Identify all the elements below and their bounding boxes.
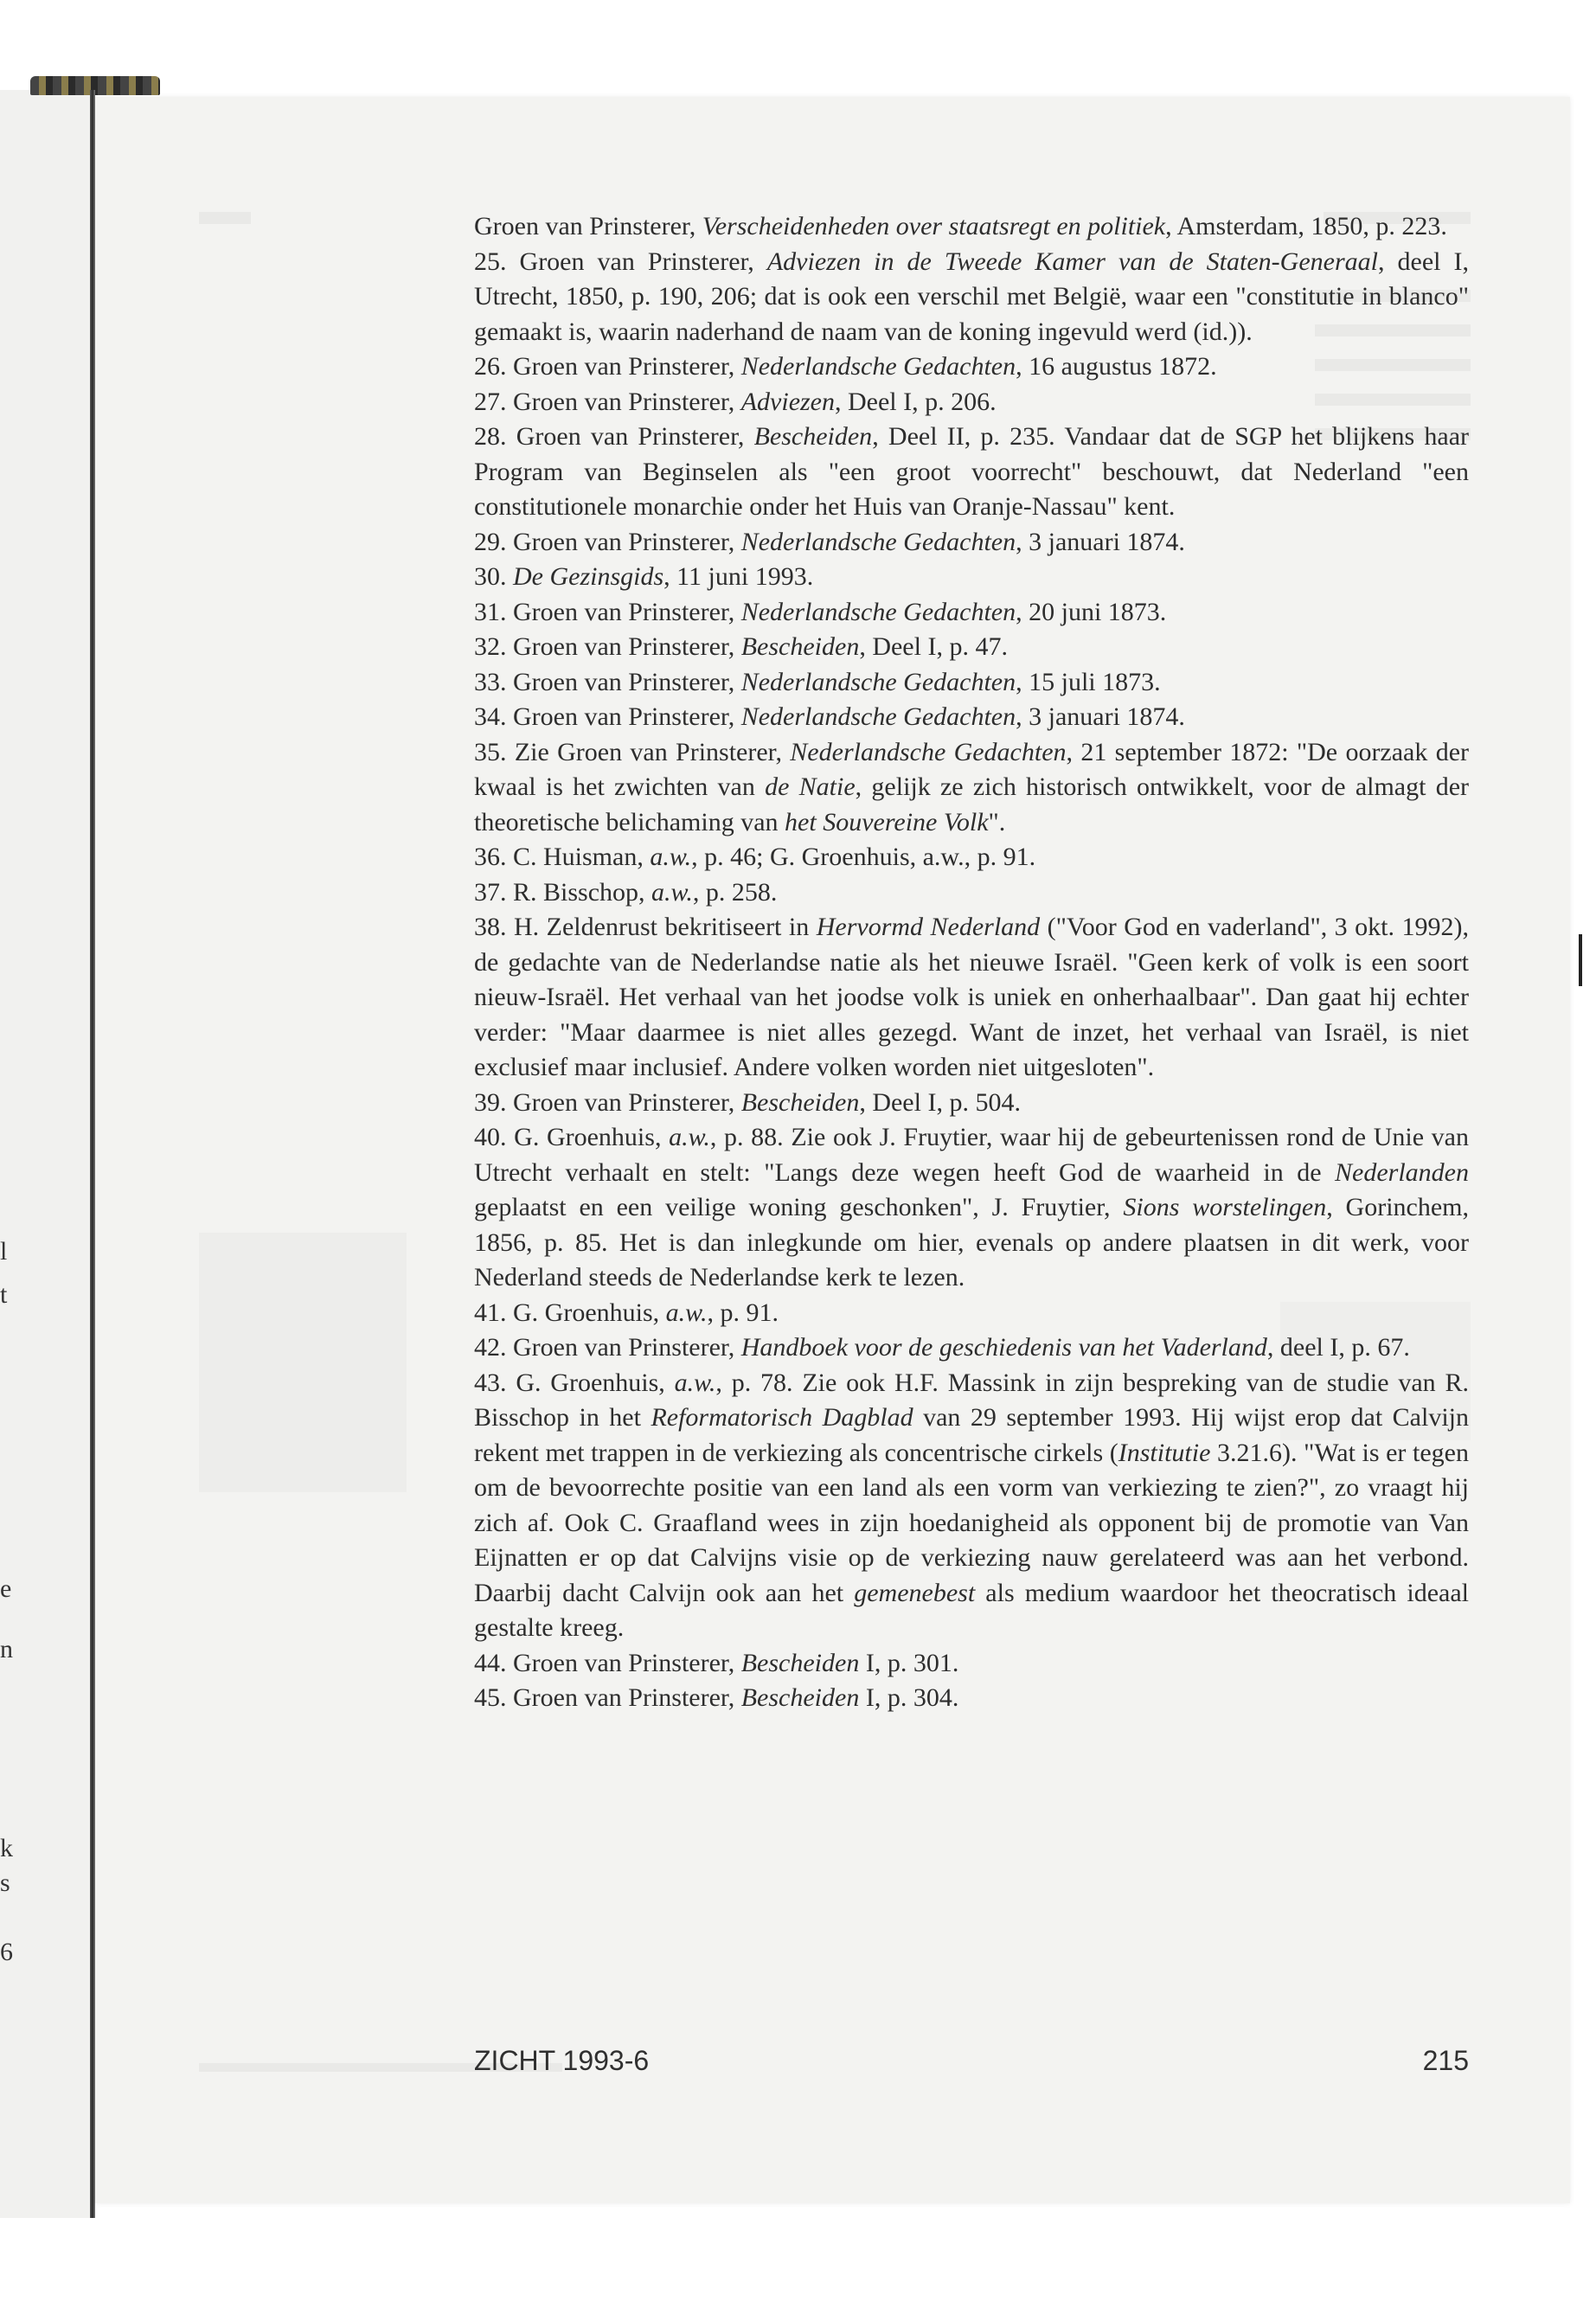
footnote [474, 1366, 1469, 1646]
footnote [474, 1120, 1469, 1296]
footnote-text: , Amsterdam, 1850, p. 223. [1165, 212, 1447, 240]
footnote-title: Bescheiden [753, 422, 873, 451]
footnote-text: G. Groenhuis, [514, 1123, 670, 1151]
footnote [474, 1086, 1469, 1121]
footnote-title: Nederlandsche Gedachten [740, 352, 1016, 381]
footnote-text: , 11 juni 1993. [663, 562, 814, 591]
footnote-text: Groen van Prinsterer, [513, 1087, 741, 1117]
footnote-number: 40. [474, 1123, 515, 1151]
footnote-text: Groen van Prinsterer, [474, 212, 702, 240]
footnote-text: I, p. 304. [859, 1683, 959, 1712]
footnote [474, 595, 1469, 631]
footnote-text: , gelijk ze zich historisch ontwikkelt, voor de almagt der theoretische belichaming van [474, 772, 1470, 836]
footnote-number: 41. [474, 1298, 513, 1327]
footnote-title: Hervormd Nederland [816, 913, 1041, 941]
footnote-list [474, 209, 1469, 1716]
facing-page-letter: s [0, 1868, 10, 1897]
footnote-text: , p. 258. [692, 877, 778, 907]
footnote-text: , 21 september 1872: "De oorzaak der kwaal is het zwichten van [474, 737, 1469, 801]
footnote-title: a.w. [665, 1298, 708, 1327]
footnote-text: Groen van Prinsterer, [513, 702, 741, 731]
footnote-title: Institutie [1118, 1438, 1211, 1467]
footnote-number: 38. [474, 913, 514, 941]
footnote-number: 43. [474, 1368, 516, 1397]
footnote-number: 37. [474, 877, 513, 907]
footnote [474, 349, 1469, 385]
footnote-text: , 15 juli 1873. [1016, 667, 1161, 696]
footnote-text: Groen van Prinsterer, [513, 352, 741, 381]
footnote-text: , deel I, Utrecht, 1850, p. 190, 206; dat is ook een verschil met België, waar een "constitutie in blanco" gemaakt is, waarin naderhand de naam van de koning ingevuld werd (id.)). [474, 247, 1469, 346]
facing-page-letter: t [0, 1280, 8, 1309]
footnote-title: Verscheidenheden over staatsregt en politiek [702, 212, 1166, 240]
footnote-text: Groen van Prinsterer, [513, 1333, 741, 1362]
footnote-title: Bescheiden [740, 1648, 860, 1677]
footnote [474, 525, 1469, 561]
binding-clip [30, 76, 160, 95]
footnote-title: Nederlanden [1335, 1157, 1469, 1187]
footnote-number: 28. [474, 422, 516, 451]
footnote-text: , deel I, p. 67. [1266, 1333, 1410, 1362]
footnote-text: Groen van Prinsterer, [513, 597, 741, 626]
footnote-number: 31. [474, 597, 513, 626]
footnote-text: als medium waardoor het theocratisch ideaal gestalte kreeg. [474, 1578, 1469, 1642]
footnote-number: 34. [474, 702, 513, 731]
footnote-title: gemenebest [854, 1578, 976, 1607]
footnote-text: Groen van Prinsterer, [513, 1683, 741, 1712]
footnote-text: , Gorinchem, 1856, p. 85. Het is dan inlegkunde om hier, evenals op andere plaatsen in dit werk, voor Nederland steeds de Nederlandse kerk te lezen. [474, 1193, 1469, 1292]
footnote-title: a.w. [669, 1123, 710, 1151]
footnote-text: 3.21.6). "Wat is er tegen om de bevoorrechte positie van een land als een vorm van verkiezing te zien?", zo vraagt hij zich af. Ook C. Graafland wees in zijn hoedanigheid als opponent bij de promotie van Van Eijnatten er op dat Calvijns visie op de verkiezing nauw gerelateerd was aan het verbond. Daarbij dacht Calvijn ook aan het [474, 1438, 1469, 1607]
footnote [474, 700, 1469, 735]
footnote-text: I, p. 301. [859, 1648, 959, 1677]
footnote-text: , Deel I, p. 47. [859, 632, 1008, 661]
margin-mark [1579, 934, 1582, 986]
footnote-text: , Deel I, p. 504. [859, 1087, 1021, 1117]
footnote [474, 840, 1469, 875]
footnote-number: 45. [474, 1683, 513, 1712]
footnote-title: a.w. [651, 877, 693, 907]
footnote-number: 35. [474, 737, 515, 766]
footnote-number: 32. [474, 632, 513, 661]
footnote [474, 1681, 1469, 1716]
footnote-number: 33. [474, 667, 513, 696]
footnote [474, 245, 1469, 350]
footnote-number: 26. [474, 352, 513, 381]
footnote-title: het Souvereine Volk [785, 807, 989, 836]
footnote-title: de Natie [765, 772, 856, 801]
footnote-title: Bescheiden [740, 1087, 860, 1117]
footnote-title: De Gezinsgids [513, 562, 664, 591]
facing-page-letter: l [0, 1237, 8, 1266]
facing-page-letter: k [0, 1834, 13, 1862]
footnote-title: Nederlandsche Gedachten [740, 597, 1016, 626]
footnote-text: , 3 januari 1874. [1016, 527, 1185, 556]
footnote-number: 30. [474, 562, 513, 591]
footnote-text: ("Voor God en vaderland", 3 okt. 1992), de gedachte van de Nederlandse natie als het nieuwe Israël. "Geen kerk of volk is een soort nieuw-Israël. Het verhaal van het joodse volk is uniek en onherhaalbaar". Dan gaat hij echter verder: "Maar daarmee is niet alles gezegd. Want de inzet, het verhaal van Israël, is niet exclusief maar inclusief. Andere volken worden niet uitgesloten". [474, 913, 1470, 1081]
footnote-number: 29. [474, 527, 513, 556]
footnote-text: van 29 september 1993. Hij wijst erop dat Calvijn rekent met trappen in de verkiezing als concentrische cirkels ( [474, 1403, 1470, 1467]
footnote-text: R. Bisschop, [513, 877, 652, 907]
footnote-title: Nederlandsche Gedachten [740, 527, 1016, 556]
footnote [474, 1646, 1469, 1682]
footnote [474, 665, 1469, 701]
facing-page-letter: n [0, 1635, 13, 1663]
footnote-text: Groen van Prinsterer, [519, 247, 767, 276]
footnote [474, 1330, 1469, 1366]
footnote [474, 630, 1469, 665]
footnote-title: Handboek voor de geschiedenis van het Vaderland [740, 1333, 1267, 1362]
facing-page-letter: 6 [0, 1938, 13, 1966]
footnote-text: geplaatst en een veilige woning geschonken", J. Fruytier, [474, 1193, 1124, 1221]
footnote-title: Bescheiden [740, 1683, 860, 1712]
footnote-text: Groen van Prinsterer, [513, 1648, 741, 1677]
footnote-number: 42. [474, 1333, 513, 1362]
footnote [474, 385, 1469, 420]
footnote-text: , 16 augustus 1872. [1016, 352, 1217, 381]
footnote-text: H. Zeldenrust bekritiseert in [514, 913, 817, 941]
footnote-text: Groen van Prinsterer, [513, 387, 741, 416]
footnote-title: Nederlandsche Gedachten [790, 737, 1067, 766]
footnote-text: C. Huisman, [513, 843, 651, 871]
footnote-text: ". [988, 807, 1006, 836]
footnote-number: 27. [474, 387, 513, 416]
footnote [474, 910, 1469, 1086]
footnote-number: 36. [474, 843, 513, 871]
footnote-text: , 20 juni 1873. [1016, 597, 1167, 626]
facing-page-letter: e [0, 1574, 12, 1603]
footnote-text: , Deel I, p. 206. [835, 387, 997, 416]
footnote-title: Sions worstelingen [1123, 1193, 1327, 1221]
footnote-title: Bescheiden [740, 632, 860, 661]
footnote-title: Adviezen [740, 387, 835, 416]
footnote-text: Groen van Prinsterer, [513, 667, 741, 696]
facing-page-edge [0, 90, 95, 2218]
page-footer [474, 2045, 1469, 2080]
footnote-number: 25. [474, 247, 520, 276]
footnote-text: Groen van Prinsterer, [516, 422, 754, 451]
footnote-number: 44. [474, 1648, 513, 1677]
footnote [474, 1296, 1469, 1331]
footnote-title: Reformatorisch Dagblad [651, 1403, 913, 1432]
footnote-text: Groen van Prinsterer, [513, 527, 741, 556]
footnote-title: a.w. [674, 1368, 716, 1397]
footnote [474, 875, 1469, 911]
page-number: 215 [1422, 2045, 1469, 2076]
footnote-text: Zie Groen van Prinsterer, [514, 737, 791, 766]
footnote-text: , p. 91. [707, 1298, 779, 1327]
footnote-text: , 3 januari 1874. [1016, 702, 1185, 731]
footnote-text: , p. 88. Zie ook J. Fruytier, waar hij de gebeurtenissen rond de Unie van Utrecht verhaalt en stelt: "Langs deze wegen heeft God de waarheid in de [474, 1123, 1469, 1187]
footnote [474, 735, 1469, 841]
footnote-number: 39. [474, 1087, 513, 1117]
footnote-title: a.w. [650, 843, 692, 871]
footnote-text: , Deel II, p. 235. Vandaar dat de SGP het blijkens haar Program van Beginselen als "een groot voorrecht" beschouwt, dat Nederland "een constitutionele monarchie onder het Huis van Oranje-Nassau" kent. [474, 422, 1470, 521]
footnote-title: Adviezen in de Tweede Kamer van de Staten-Generaal [766, 247, 1378, 276]
footnote-title: Nederlandsche Gedachten [740, 667, 1016, 696]
footnote [474, 209, 1469, 245]
footnote-text: , p. 78. Zie ook H.F. Massink in zijn bespreking van de studie van R. Bisschop in het [474, 1368, 1469, 1432]
footnote-text: Groen van Prinsterer, [513, 632, 741, 661]
journal-issue: ZICHT 1993-6 [474, 2045, 650, 2076]
footnote-text: , p. 46; G. Groenhuis, a.w., p. 91. [691, 843, 1036, 871]
footnote-title: Nederlandsche Gedachten [740, 702, 1016, 731]
footnote-text: G. Groenhuis, [513, 1298, 666, 1327]
footnote [474, 560, 1469, 595]
footnote [474, 420, 1469, 525]
footnote-text: G. Groenhuis, [516, 1368, 675, 1397]
